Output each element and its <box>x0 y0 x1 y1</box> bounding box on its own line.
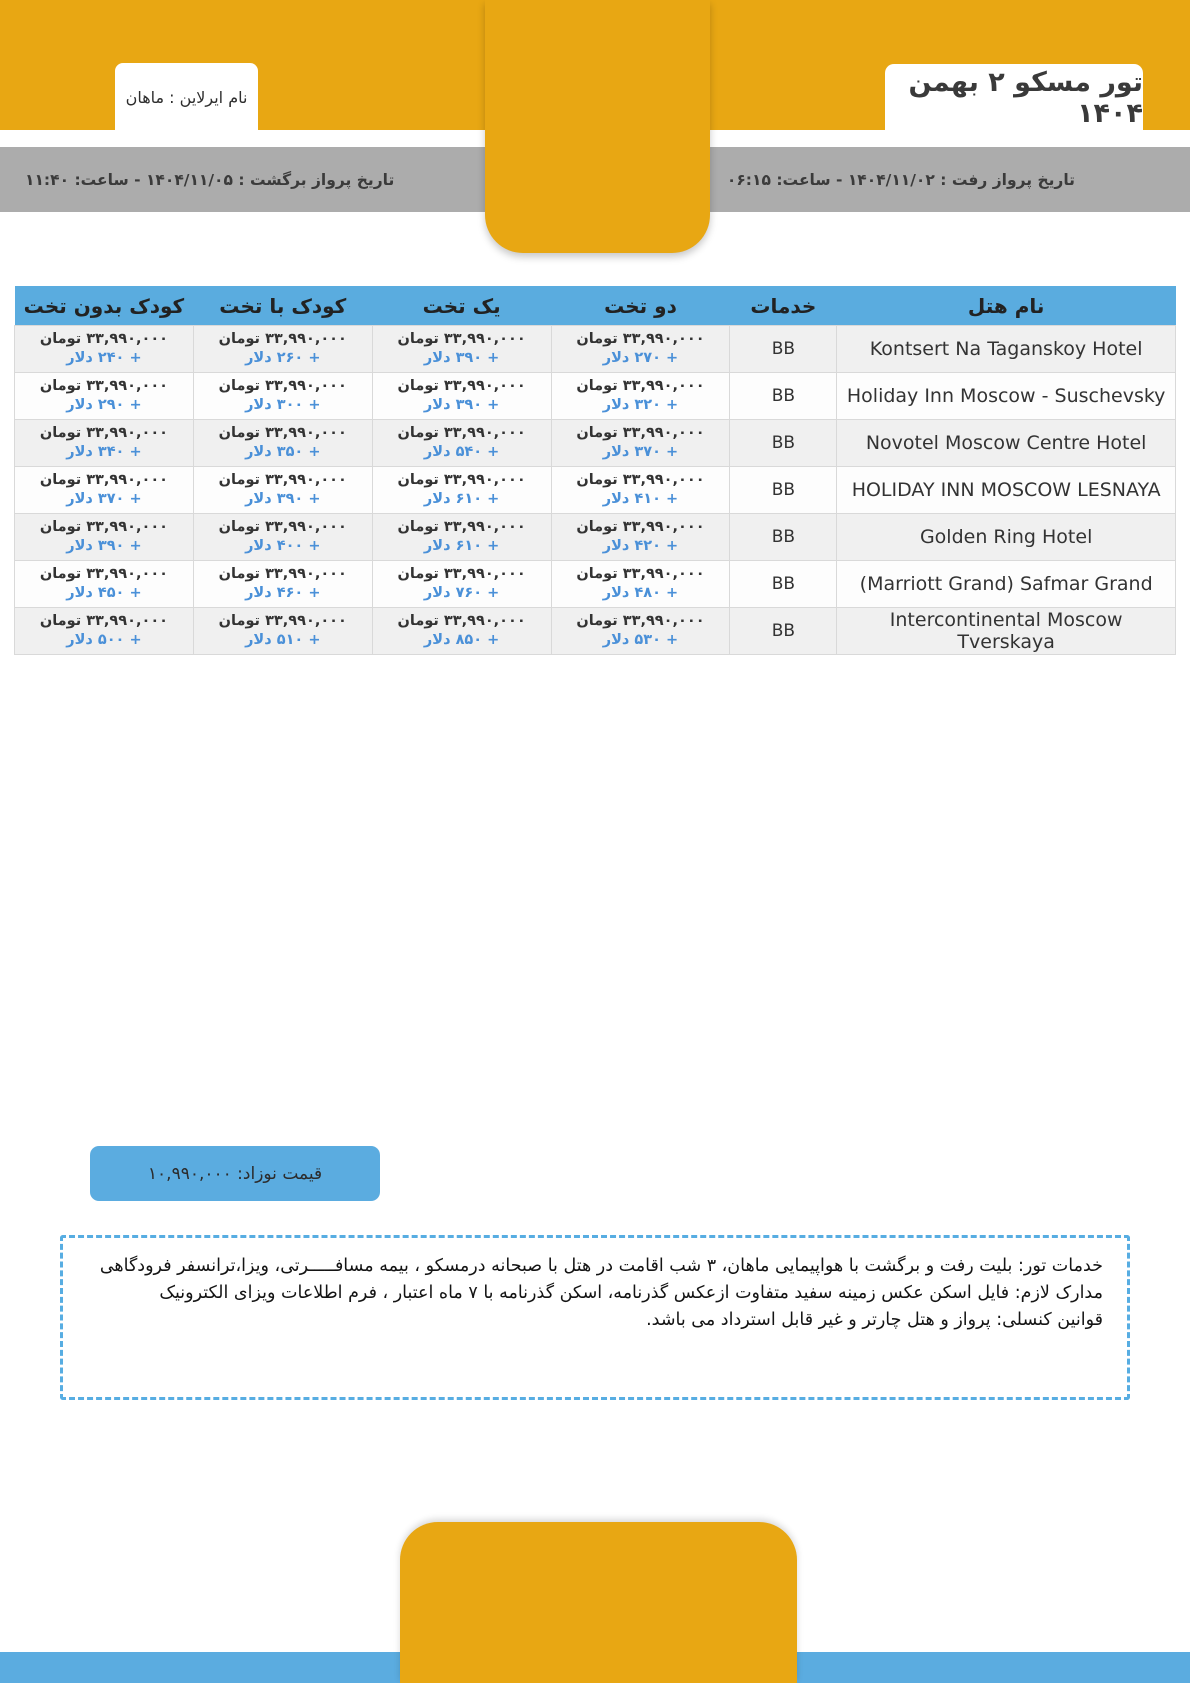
usd-surcharge-text: + ۴۱۰ دلار <box>602 491 679 507</box>
hotel-name: Holiday Inn Moscow - Suschevsky <box>846 385 1166 407</box>
usd-surcharge-text: + ۲۹۰ دلار <box>66 397 142 413</box>
table-row <box>15 373 1176 420</box>
usd-surcharge-text: + ۶۱۰ دلار <box>423 538 500 554</box>
services-cell: BB <box>730 561 837 608</box>
hotel-name: Novotel Moscow Centre Hotel <box>865 432 1147 454</box>
usd-surcharge-text: + ۴۵۰ دلار <box>66 585 142 601</box>
column-header-double-bed: دو تخت <box>551 286 730 326</box>
table-row <box>15 326 1176 373</box>
toman-price-text: ۳۳,۹۹۰,۰۰۰ تومان <box>218 613 347 629</box>
price-cell-double-bed <box>551 420 730 467</box>
price-cell-child-without-bed <box>15 373 194 420</box>
price-cell-child-with-bed <box>193 514 372 561</box>
toman-price-text: ۳۳,۹۹۰,۰۰۰ تومان <box>576 425 705 441</box>
price-cell-child-with-bed <box>193 467 372 514</box>
price-cell-single-bed <box>372 420 551 467</box>
toman-price-text: ۳۳,۹۹۰,۰۰۰ تومان <box>397 331 526 347</box>
price-cell-double-bed <box>551 608 730 655</box>
infant-price-label: قیمت نوزاد: ۱۰,۹۹۰,۰۰۰ <box>147 1163 323 1184</box>
toman-price-text: ۳۳,۹۹۰,۰۰۰ تومان <box>397 566 526 582</box>
usd-surcharge-text: + ۲۶۰ دلار <box>245 350 321 366</box>
usd-surcharge-text: + ۸۵۰ دلار <box>423 632 500 648</box>
tour-title-box <box>885 64 1143 132</box>
toman-price-text: ۳۳,۹۹۰,۰۰۰ تومان <box>39 472 169 488</box>
hotel-name-cell <box>837 420 1176 467</box>
price-cell-child-without-bed <box>15 467 194 514</box>
toman-price-text: ۳۳,۹۹۰,۰۰۰ تومان <box>218 331 347 347</box>
table-header-row <box>15 286 1176 326</box>
hotel-name: Kontsert Na Taganskoy Hotel <box>869 338 1143 360</box>
toman-price-text: ۳۳,۹۹۰,۰۰۰ تومان <box>39 519 169 535</box>
table-row <box>15 467 1176 514</box>
usd-surcharge-text: + ۳۹۰ دلار <box>245 491 321 507</box>
usd-surcharge-text: + ۳۹۰ دلار <box>423 350 500 366</box>
table-row <box>15 608 1176 655</box>
hotel-name-cell <box>837 514 1176 561</box>
toman-price-text: ۳۳,۹۹۰,۰۰۰ تومان <box>218 378 347 394</box>
price-cell-single-bed <box>372 608 551 655</box>
services-cell: BB <box>730 608 837 655</box>
usd-surcharge-text: + ۷۶۰ دلار <box>423 585 500 601</box>
price-cell-child-with-bed <box>193 326 372 373</box>
usd-surcharge-text: + ۴۲۰ دلار <box>602 538 679 554</box>
toman-price-text: ۳۳,۹۹۰,۰۰۰ تومان <box>39 425 169 441</box>
price-cell-single-bed <box>372 326 551 373</box>
table-row <box>15 514 1176 561</box>
toman-price-text: ۳۳,۹۹۰,۰۰۰ تومان <box>218 566 347 582</box>
services-cell: BB <box>730 514 837 561</box>
toman-price-text: ۳۳,۹۹۰,۰۰۰ تومان <box>218 519 347 535</box>
bottom-center-tab <box>400 1522 797 1683</box>
toman-price-text: ۳۳,۹۹۰,۰۰۰ تومان <box>397 378 526 394</box>
price-cell-child-with-bed <box>193 561 372 608</box>
services-cell: BB <box>730 467 837 514</box>
price-cell-child-without-bed <box>15 420 194 467</box>
usd-surcharge-text: + ۳۰۰ دلار <box>245 397 321 413</box>
price-cell-single-bed <box>372 373 551 420</box>
usd-surcharge-text: + ۲۷۰ دلار <box>602 350 679 366</box>
top-center-tab <box>485 0 710 253</box>
usd-surcharge-text: + ۳۵۰ دلار <box>245 444 321 460</box>
usd-surcharge-text: + ۳۹۰ دلار <box>66 538 142 554</box>
column-header-services: خدمات <box>730 286 837 326</box>
toman-price-text: ۳۳,۹۹۰,۰۰۰ تومان <box>397 519 526 535</box>
hotel-name-cell <box>837 326 1176 373</box>
usd-surcharge-text: + ۳۹۰ دلار <box>423 397 500 413</box>
toman-price-text: ۳۳,۹۹۰,۰۰۰ تومان <box>576 613 705 629</box>
note-line-documents: مدارک لازم: فایل اسکن عکس زمینه سفید متفاوت ازعکس گذرنامه، اسکن گذرنامه با ۷ ماه اعتبار ، فرم اطلاعات ویزای الکترونیک <box>159 1283 1103 1303</box>
hotel-name: HOLIDAY INN MOSCOW LESNAYA <box>851 479 1161 501</box>
usd-surcharge-text: + ۴۶۰ دلار <box>245 585 321 601</box>
toman-price-text: ۳۳,۹۹۰,۰۰۰ تومان <box>39 566 169 582</box>
price-cell-child-with-bed <box>193 373 372 420</box>
return-date-text: تاریخ پرواز برگشت : ۱۴۰۴/۱۱/۰۵ - ساعت: ۱۱:۴۰ <box>25 170 395 189</box>
column-header-child-with-bed: کودک با تخت <box>193 286 372 326</box>
hotel-name-cell <box>837 467 1176 514</box>
toman-price-text: ۳۳,۹۹۰,۰۰۰ تومان <box>39 331 169 347</box>
toman-price-text: ۳۳,۹۹۰,۰۰۰ تومان <box>397 425 526 441</box>
price-cell-single-bed <box>372 561 551 608</box>
toman-price-text: ۳۳,۹۹۰,۰۰۰ تومان <box>39 613 169 629</box>
hotel-name: Golden Ring Hotel <box>919 526 1093 548</box>
usd-surcharge-text: + ۶۱۰ دلار <box>423 491 500 507</box>
toman-price-text: ۳۳,۹۹۰,۰۰۰ تومان <box>397 472 526 488</box>
table-row <box>15 561 1176 608</box>
price-cell-double-bed <box>551 514 730 561</box>
hotel-name-cell <box>837 608 1176 655</box>
note-line-cancellation: قوانین کنسلی: پرواز و هتل چارتر و غیر قابل استرداد می باشد. <box>646 1310 1103 1330</box>
price-cell-double-bed <box>551 467 730 514</box>
toman-price-text: ۳۳,۹۹۰,۰۰۰ تومان <box>576 331 705 347</box>
toman-price-text: ۳۳,۹۹۰,۰۰۰ تومان <box>576 378 705 394</box>
price-cell-double-bed <box>551 326 730 373</box>
infant-price-badge <box>90 1146 380 1201</box>
column-header-child-without-bed: کودک بدون تخت <box>15 286 194 326</box>
usd-surcharge-text: + ۲۴۰ دلار <box>66 350 142 366</box>
column-header-hotel-name: نام هتل <box>837 286 1176 326</box>
toman-price-text: ۳۳,۹۹۰,۰۰۰ تومان <box>576 566 705 582</box>
hotel-name-cell <box>837 373 1176 420</box>
price-cell-single-bed <box>372 467 551 514</box>
hotel-price-table <box>14 286 1176 655</box>
note-line-services: خدمات تور: بلیت رفت و برگشت با هواپیمایی ماهان، ۳ شب اقامت در هتل با صبحانه درمسکو ، بیمه مسافـــــرتی، ویزا،ترانسفر فرودگاهی <box>99 1256 1103 1276</box>
price-cell-double-bed <box>551 561 730 608</box>
usd-surcharge-text: + ۵۳۰ دلار <box>602 632 679 648</box>
usd-surcharge-text: + ۳۴۰ دلار <box>66 444 142 460</box>
usd-surcharge-text: + ۳۷۰ دلار <box>66 491 142 507</box>
toman-price-text: ۳۳,۹۹۰,۰۰۰ تومان <box>218 472 347 488</box>
usd-surcharge-text: + ۵۴۰ دلار <box>423 444 500 460</box>
tour-notes-box <box>60 1235 1130 1400</box>
usd-surcharge-text: + ۴۸۰ دلار <box>602 585 679 601</box>
hotel-name: Intercontinental Moscow Tverskaya <box>889 609 1123 653</box>
airline-name-box <box>115 63 258 132</box>
usd-surcharge-text: + ۳۷۰ دلار <box>602 444 679 460</box>
services-cell: BB <box>730 326 837 373</box>
usd-surcharge-text: + ۵۱۰ دلار <box>245 632 321 648</box>
price-cell-double-bed <box>551 373 730 420</box>
departure-date-text: تاریخ پرواز رفت : ۱۴۰۴/۱۱/۰۲ - ساعت: ۰۶:۱۵ <box>726 170 1075 189</box>
price-cell-child-with-bed <box>193 608 372 655</box>
price-cell-child-without-bed <box>15 608 194 655</box>
price-cell-child-without-bed <box>15 514 194 561</box>
hotel-name-cell <box>837 561 1176 608</box>
price-cell-child-without-bed <box>15 561 194 608</box>
services-cell: BB <box>730 420 837 467</box>
toman-price-text: ۳۳,۹۹۰,۰۰۰ تومان <box>218 425 347 441</box>
toman-price-text: ۳۳,۹۹۰,۰۰۰ تومان <box>576 519 705 535</box>
page-title: تور مسکو ۲ بهمن ۱۴۰۴ <box>908 67 1143 129</box>
column-header-single-bed: یک تخت <box>372 286 551 326</box>
usd-surcharge-text: + ۵۰۰ دلار <box>66 632 142 648</box>
price-cell-single-bed <box>372 514 551 561</box>
price-cell-child-without-bed <box>15 326 194 373</box>
price-cell-child-with-bed <box>193 420 372 467</box>
services-cell: BB <box>730 373 837 420</box>
toman-price-text: ۳۳,۹۹۰,۰۰۰ تومان <box>576 472 705 488</box>
airline-name-label: نام ایرلاین : ماهان <box>125 88 248 107</box>
hotel-name: (Marriott Grand) Safmar Grand <box>859 573 1153 595</box>
usd-surcharge-text: + ۳۲۰ دلار <box>602 397 679 413</box>
usd-surcharge-text: + ۴۰۰ دلار <box>245 538 321 554</box>
toman-price-text: ۳۳,۹۹۰,۰۰۰ تومان <box>397 613 526 629</box>
toman-price-text: ۳۳,۹۹۰,۰۰۰ تومان <box>39 378 169 394</box>
table-row <box>15 420 1176 467</box>
